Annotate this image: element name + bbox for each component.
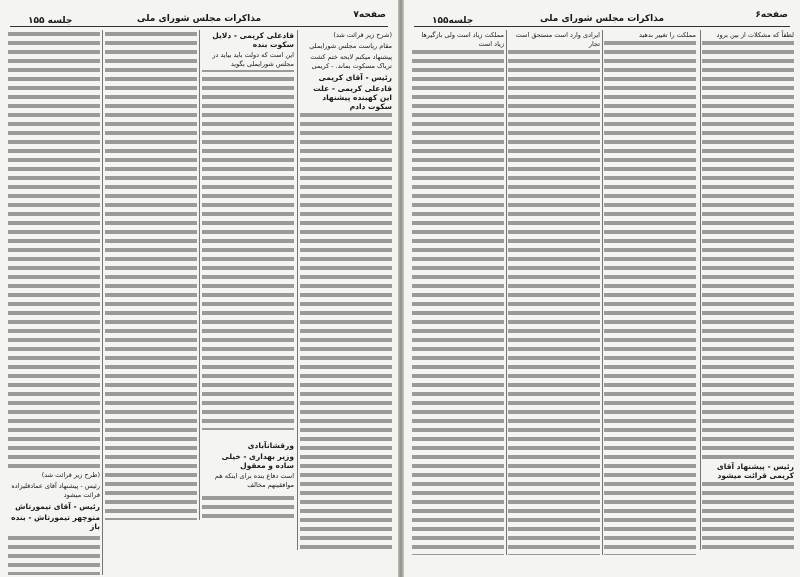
paragraph: است دفاع بنده برای اینکه هم موافقینهم مخالف: [202, 471, 294, 491]
session-number: جلسه ۱۵۵: [28, 16, 73, 26]
text-column: [202, 440, 294, 518]
column-divider: [199, 30, 200, 520]
note: (شرح زیر قرائت شد): [300, 30, 392, 41]
text-column: [702, 30, 794, 550]
speaker-line: رئیس - آقای تیمورتاش: [8, 501, 100, 512]
page-title: مذاکرات مجلس شورای ملی: [136, 14, 262, 24]
text-column: [412, 30, 504, 555]
column-divider: [506, 30, 507, 555]
page-number: صفحه۷: [353, 10, 386, 20]
section-title: ورقشانآبادی: [202, 440, 294, 451]
paragraph: این است که دولت باید بیاید در مجلس شورایملی بگوید: [202, 50, 294, 70]
text-column: [202, 30, 294, 430]
paragraph: مملکت را تغییر بدهید: [604, 30, 696, 41]
page-header: [8, 8, 390, 24]
column-divider: [602, 30, 603, 555]
text-column: [300, 30, 392, 550]
speaker-line: قادعلی کریمی - دلایل سکوت بنده: [202, 30, 294, 50]
session-number: جلسه۱۵۵: [432, 16, 474, 26]
paragraph: پیشنهاد میکنم لایحه ختم کشت تریاک مسکوت بماند. - کریمی: [300, 52, 392, 72]
speaker-line: وزیر بهداری - خیلی ساده و معقول: [202, 451, 294, 471]
paragraph: مقام ریاست مجلس شورایملی: [300, 41, 392, 52]
right-page: [404, 0, 800, 577]
paragraph: ایرادی وارد است مستحق است تجار: [508, 30, 600, 50]
column-divider: [700, 30, 701, 550]
speaker-line: منوچهر تیمورتاش - بنده باز: [8, 512, 100, 532]
column-divider: [297, 30, 298, 550]
speaker-line: رئیس - پیشنهاد آقای کریمی قرائت میشود: [702, 461, 794, 481]
paragraph: مملکت زیاد است ولی بازگیرها زیاد است: [412, 30, 504, 50]
page-title: مذاکرات مجلس شورای ملی: [539, 14, 665, 24]
header-rule: [10, 26, 388, 27]
page-header: [412, 8, 792, 24]
paragraph: رئیس - پیشنهاد آقای عمادقلیزاده قرائت میشود: [8, 481, 100, 501]
text-column: [508, 30, 600, 555]
page-number: صفحه۶: [755, 10, 788, 20]
header-rule: [414, 26, 790, 27]
paragraph: لطفاً که مشکلات از بین برود: [702, 30, 794, 41]
column-divider: [102, 30, 103, 575]
text-column: [105, 30, 197, 520]
text-column: [8, 30, 100, 575]
text-column: [604, 30, 696, 555]
speaker-line: رئیس - آقای کریمی: [300, 72, 392, 83]
note: (طرح زیر قرائت شد): [8, 470, 100, 481]
speaker-line: قادعلی کریمی - علت این کهبنده پیشنهاد سکوت دادم: [300, 83, 392, 112]
left-page: [0, 0, 398, 577]
